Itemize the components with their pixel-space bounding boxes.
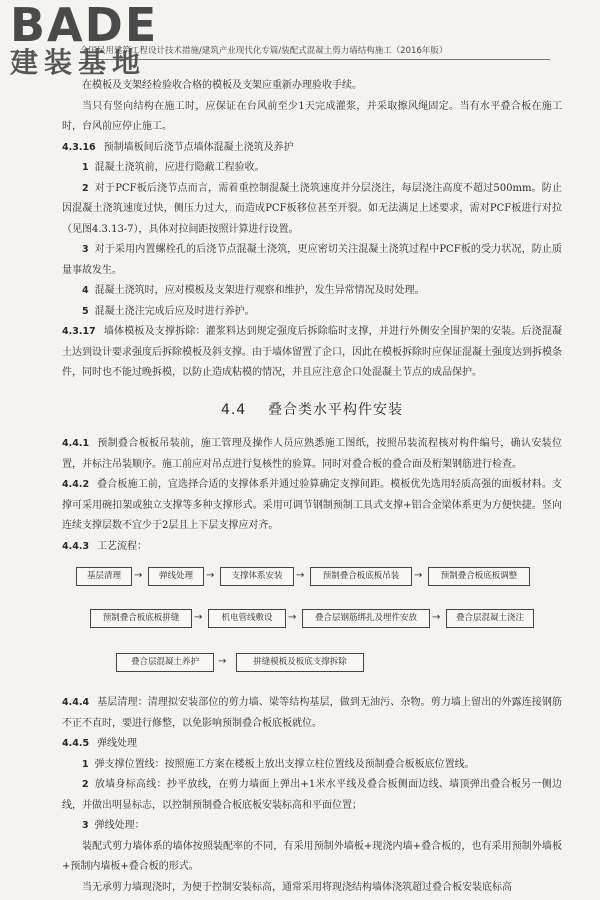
item-text: 对于采用内置螺栓孔的后浇节点混凝土浇筑，更应密切关注混凝土浇筑过程中PCF板的受力状况，防止质量事故发生。: [62, 244, 562, 276]
arrow-right-icon: →: [206, 570, 215, 581]
clause-4-4-3: [62, 537, 562, 558]
list-item: [62, 158, 562, 179]
flow-step: 弹线处理: [148, 567, 204, 586]
clause-number: 4.4.3: [62, 540, 90, 552]
clause-number: 4.4.1: [62, 438, 90, 449]
clause-text: 基层清理：清理拟安装部位的剪力墙、梁等结构基层，做到无油污、杂物。剪力墙上留出的外露连接钢筋不正不直时，要进行修整，以免影响预制叠合板底板就位。: [62, 697, 562, 729]
brand-logo: [10, 0, 159, 52]
item-number: 4: [82, 285, 89, 296]
paragraph: 装配式剪力墙体系的墙体按照装配率的不同，有采用预制外墙板+现浇内墙+叠合板的，也有采用预制外墙板+预制内墙板+叠合板的形式。: [62, 840, 562, 872]
item-text: 对于PCF板后浇节点而言，需着重控制混凝土浇筑速度并分层浇注，每层浇注高度不超过500mm。防止因混凝土浇筑速度过快，侧压力过大，而造成PCF板移位甚至开裂。如无法满足上述要求，需对PCF板进行对拉（见图4.3.13-7），具体对拉间距按照计算进行设置。: [62, 182, 562, 235]
flow-step: 支撑体系安装: [220, 567, 294, 586]
clause-number: 4.3.16: [62, 141, 96, 153]
running-header: 全国民用建筑工程设计技术措施/建筑产业现代化专篇/装配式混凝土剪力墙结构施工（2016年版）: [80, 44, 550, 60]
arrow-right-icon: →: [194, 612, 203, 623]
clause-4-4-4: [62, 693, 562, 734]
logo-cn: 建装基地: [10, 46, 147, 79]
arrow-right-icon: →: [432, 612, 441, 623]
item-text: 混凝土浇筑前，应进行隐蔽工程验收。: [94, 162, 265, 173]
clause-text: 预制叠合板板吊装前，施工管理及操作人员应熟悉施工图纸，按照吊装流程核对构件编号，确认安装位置，并标注吊装顺序。施工前应对吊点进行复核性的验算。同时对叠合板的叠合面及桁架钢筋进行检查。: [62, 438, 562, 470]
clause-number: 4.4.2: [62, 479, 90, 490]
item-number: 1: [82, 162, 89, 173]
item-number: 2: [82, 779, 89, 790]
clause-number: 4.3.17: [62, 326, 96, 337]
item-number: 1: [82, 758, 89, 770]
arrow-right-icon: →: [414, 570, 423, 581]
list-item: [62, 240, 562, 281]
list-item: [62, 281, 562, 302]
arrow-right-icon: →: [288, 612, 297, 623]
item-number: 3: [82, 820, 89, 831]
clause-number: 4.4.4: [62, 697, 90, 708]
paragraph: 当只有竖向结构在施工时，应保证在台风前至少1天完成灌浆，并采取擦风绳固定。当有水平叠合板在施工时，台风前应停止施工。: [62, 100, 562, 132]
clause-text: 叠合板施工前，宜选择合适的支撑体系并通过验算确定支撑间距。模板优先选用轻质高强的面板材料。支撑可采用碗扣架或独立支撑等多种支撑形式。采用可调节钢制预制工具式支撑+铝合金梁体系更为方便快捷。竖向连续支撑层数不宜少于2层且上下层支撑应对齐。: [62, 479, 562, 531]
section-title: 叠合类水平构件安装: [268, 401, 404, 418]
item-text: 弹线处理：: [94, 820, 145, 831]
clause-4-4-2: [62, 475, 562, 537]
flow-step: 拼缝模板及板底支撑拆除: [236, 653, 364, 672]
item-text: 混凝土浇注完成后应及时进行养护。: [94, 305, 255, 317]
item-text: 混凝土浇筑时，应对模板及支架进行观察和维护，发生异常情况及时处理。: [94, 285, 425, 296]
clause-text: 工艺流程：: [97, 540, 148, 552]
item-number: 2: [82, 182, 89, 194]
page-body: [62, 76, 562, 898]
brand-logo-cn-wrap: [10, 48, 146, 78]
clause-4-3-16: [62, 138, 562, 159]
item-text: 弹支撑位置线：按照施工方案在楼板上放出支撑立柱位置线及预制叠合板板底位置线。: [94, 758, 475, 770]
arrow-right-icon: →: [296, 570, 305, 581]
clause-4-4-1: [62, 434, 562, 475]
section-heading: [62, 400, 562, 421]
flow-step: 预制叠合板底板吊装: [310, 567, 412, 586]
item-number: 3: [82, 244, 89, 255]
list-item: [62, 302, 562, 323]
list-item: [62, 775, 562, 816]
list-item: [62, 179, 562, 241]
section-number: 4.4: [220, 401, 247, 418]
arrow-right-icon: →: [218, 656, 227, 667]
clause-title: 弹线处理: [97, 738, 138, 749]
clause-number: 4.4.5: [62, 738, 90, 749]
flow-step: 叠合层混凝土浇注: [446, 609, 534, 628]
flow-step: 预制叠合板底板调整: [428, 567, 530, 586]
clause-text: 墙体模板及支撑拆除：灌浆料达到规定强度后拆除临时支撑，并进行外侧安全围护架的安装。后浇混凝土达到设计要求强度后拆除模板及斜支撑。由于墙体留置了企口，因此在模板拆除时应保证混凝土强度达到拆模条件，同时也不能过晚拆模，以防止造成粘模的情况，并且应注意企口处混凝土节点的成品保护。: [62, 326, 562, 378]
arrow-right-icon: →: [134, 570, 143, 581]
flow-step: 叠合层混凝土养护: [116, 653, 214, 672]
flow-step: 叠合层钢筋绑扎及埋件安放: [302, 609, 430, 628]
item-text: 放墙身标高线：抄平放线，在剪力墙面上弹出+1米水平线及叠合板侧面边线、墙顶弹出叠合板另一侧边线，并做出明显标志，以控制预制叠合板底板安装标高和平面位置；: [62, 779, 562, 811]
list-item: [62, 755, 562, 776]
list-item: [62, 816, 562, 837]
flow-step: 机电管线敷设: [208, 609, 286, 628]
clause-4-3-17: [62, 322, 562, 384]
clause-title: 预制墙板间后浇节点墙体混凝土浇筑及养护: [103, 141, 294, 153]
process-flowchart: [76, 563, 536, 685]
clause-4-4-5: [62, 734, 562, 755]
flow-step: 预制叠合板底板拼缝: [90, 609, 192, 628]
paragraph: 在模板及支架经检验收合格的模板及支架应重新办理验收手续。: [82, 80, 362, 91]
item-number: 5: [82, 305, 89, 317]
paragraph: 当无承剪力墙现浇时，为便于控制安装标高，通常采用将现浇结构墙体浇筑超过叠合板安装底标高: [82, 881, 512, 893]
flow-step: 基层清理: [76, 567, 132, 586]
logo-text: BADE: [10, 0, 159, 52]
